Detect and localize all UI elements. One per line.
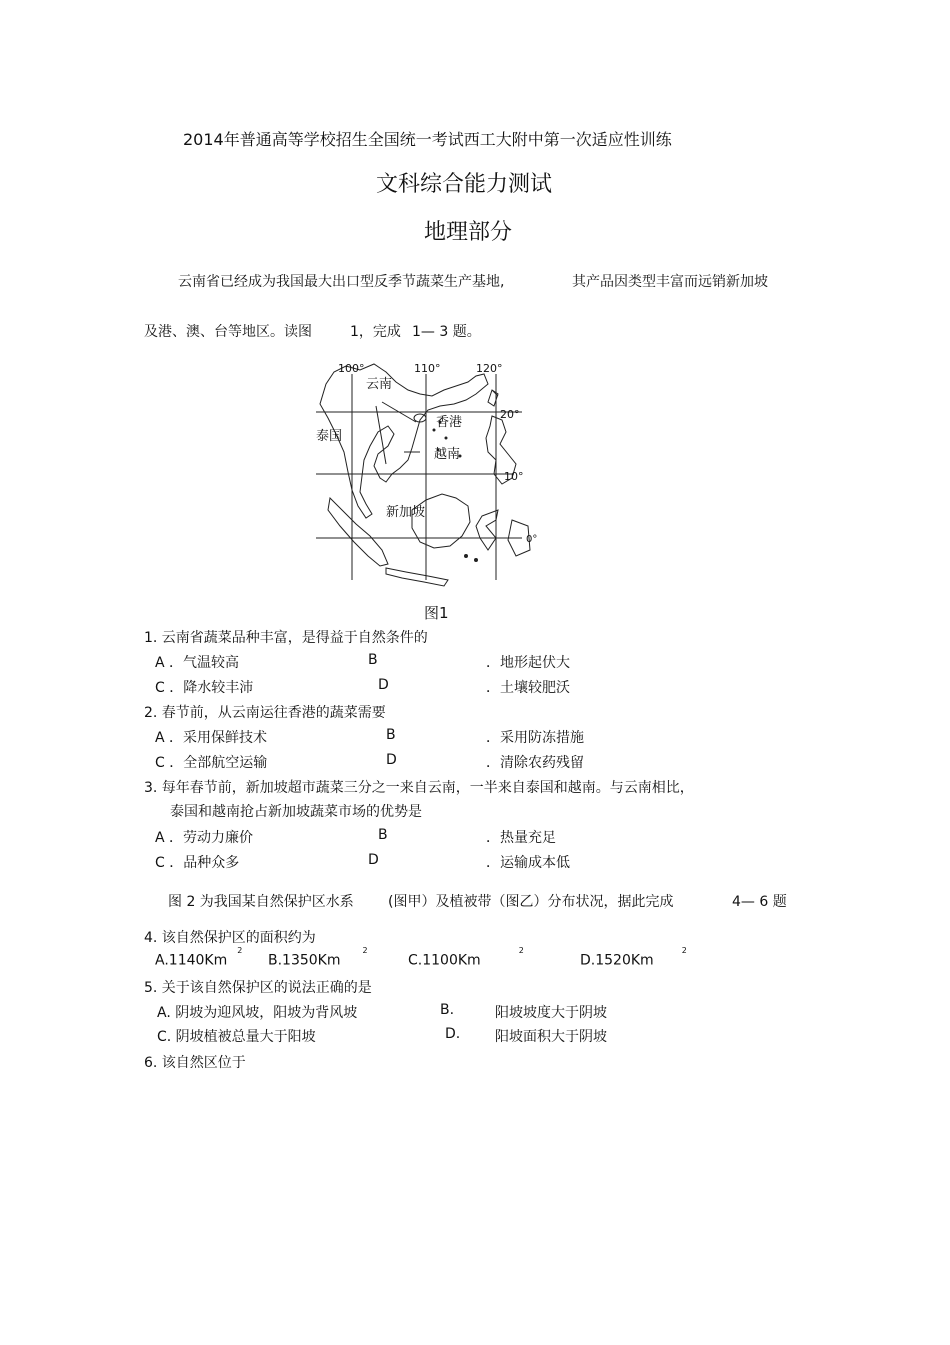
place-thailand: 泰国 [316,429,343,444]
intro-line2: 及港、澳、台等地区。读图 [144,324,312,340]
figure-caption: 图1 [424,604,449,622]
section-title: 地理部分 [424,220,513,245]
q4-option-b: B.1350Km$^2$ [268,946,368,969]
q5-option-b: 阳坡坡度大于阴坡 [495,1005,607,1021]
q5-option-d: 阳坡面积大于阴坡 [495,1029,607,1045]
sulawesi [476,510,498,550]
q1-option-d: ．土壤较肥沃 [486,680,570,696]
q4-option-a: A.1140Km$^2$ [155,946,243,969]
q5-option-d-letter: D. [445,1026,461,1042]
intro2-c: 4— 6 题 [732,894,787,910]
q1-option-b-letter: B [368,652,378,668]
intro2-b: (图甲）及植被带（图乙）分布状况，据此完成 [388,894,674,910]
borneo [412,494,470,548]
q2-option-a: A ．采用保鲜技术 [155,730,268,746]
q1-option-c: C ．降水较丰沛 [155,680,254,696]
lat-label-0: 0° [526,534,538,545]
q1-option-d-letter: D [378,677,389,693]
intro-line2-c: 1— 3 题。 [412,324,481,340]
place-singapore: 新加坡 [386,505,426,520]
sumatra [328,498,388,566]
q2-option-d-letter: D [386,752,397,768]
q3-stem: 3. 每年春节前，新加坡超市蔬菜三分之一来自云南，一半来自泰国和越南。与云南相比， [144,780,694,796]
lon-label-120: 120° [476,362,503,375]
q3-stem-2: 泰国和越南抢占新加坡蔬菜市场的优势是 [170,804,422,820]
lat-label-20: 20° [500,408,520,421]
q2-option-c: C ．全部航空运输 [155,755,268,771]
q4-stem: 4. 该自然保护区的面积约为 [144,930,316,946]
doc-title: 2014年普通高等学校招生全国统一考试西工大附中第一次适应性训练 [183,130,672,149]
place-vietnam: 越南 [434,447,461,462]
q1-option-b: ．地形起伏大 [486,655,570,671]
q5-option-b-letter: B. [440,1002,455,1018]
q3-option-a: A ．劳动力廉价 [155,830,254,846]
q1-stem: 1. 云南省蔬菜品种丰富，是得益于自然条件的 [144,630,428,646]
q3-option-c: C ．品种众多 [155,855,240,871]
q5-stem: 5. 关于该自然保护区的说法正确的是 [144,980,372,996]
southeast-asia-map [316,360,538,604]
doc-subtitle: 文科综合能力测试 [376,172,553,197]
q3-option-b-letter: B [378,827,388,843]
q4-option-d: D.1520Km$^2$ [580,946,687,969]
q6-stem: 6. 该自然区位于 [144,1055,246,1071]
q3-option-d-letter: D [368,852,379,868]
superscript-2: 2 [362,946,368,955]
lat-label-10: 10° [504,470,524,483]
q4-option-c: C.1100Km$^2$ [408,946,524,969]
superscript-2: 2 [681,946,687,955]
intro-line2-b: 1，完成 [350,324,401,340]
java [386,568,448,586]
place-hongkong: 香港 [436,415,463,430]
lon-label-100: 100° [338,362,365,375]
q2-option-d: ．清除农药残留 [486,755,584,771]
q5-option-a: A. 阴坡为迎风坡，阳坡为背风坡 [157,1005,358,1021]
q3-option-b: ．热量充足 [486,830,556,846]
intro-line1-b: 其产品因类型丰富而远销新加坡 [572,274,768,290]
q5-option-c: C. 阴坡植被总量大于阳坡 [157,1029,316,1045]
mainland-coast [320,364,488,518]
q2-option-b: ．采用防冻措施 [486,730,584,746]
place-yunnan: 云南 [366,377,393,392]
q1-option-a: A ．气温较高 [155,655,240,671]
q2-stem: 2. 春节前，从云南运往香港的蔬菜需要 [144,705,386,721]
superscript-2: 2 [518,946,524,955]
intro2-a: 图 2 为我国某自然保护区水系 [168,894,354,910]
q2-option-b-letter: B [386,727,396,743]
lon-label-110: 110° [414,362,441,375]
superscript-2: 2 [237,946,243,955]
q3-option-d: ．运输成本低 [486,855,570,871]
intro-line1-a: 云南省已经成为我国最大出口型反季节蔬菜生产基地, [178,274,505,290]
